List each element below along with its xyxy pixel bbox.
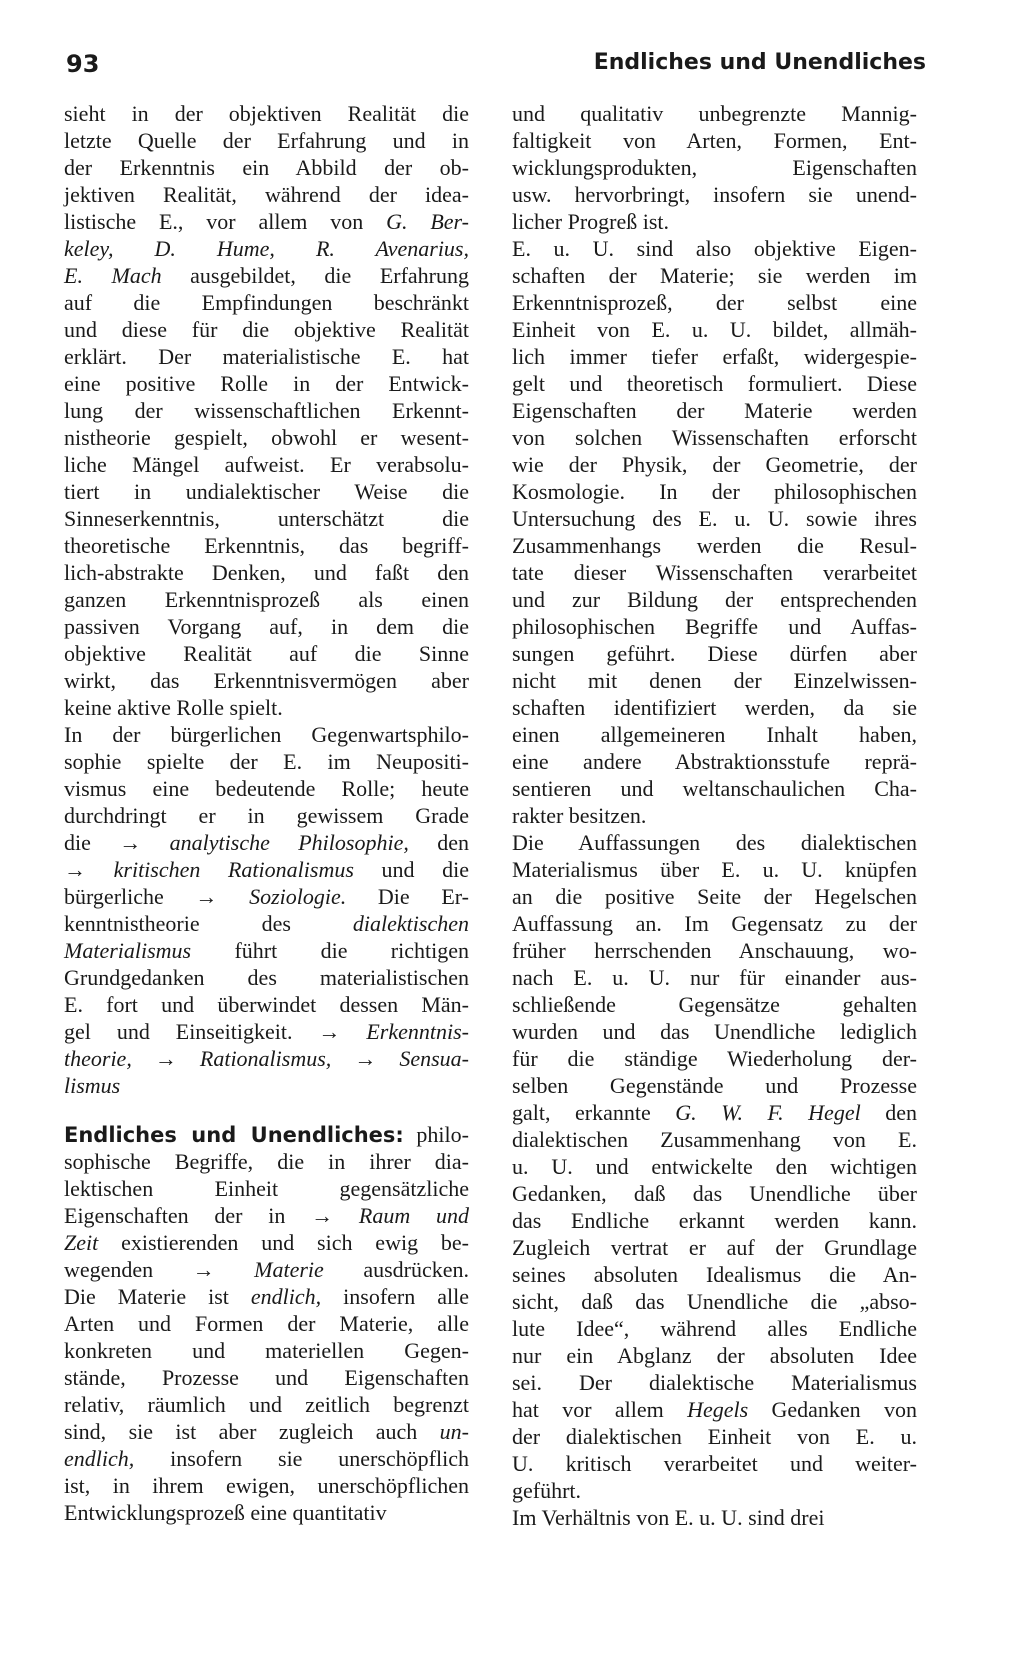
text-run: und qualitativ unbegrenzte Mannig- [512,101,917,126]
text-run: insofern alle [321,1284,469,1309]
entry-heading: Endliches und Unendliches: [64,1123,404,1147]
text-run: sicht, daß das Unendliche die „abso- [512,1289,917,1314]
text-line [512,1180,917,1207]
text-line [512,991,917,1018]
text-run: schaften identifiziert werden, da sie [512,695,917,720]
text-line [512,1126,917,1153]
text-run: sophie spielte der E. im Neupositi- [64,749,469,774]
text-run: tiert in undialektischer Weise die [64,479,469,504]
text-line [64,748,469,775]
text-run: dialektischen Zusammenhang von E. [512,1127,917,1152]
text-line [64,964,469,991]
text-line [64,154,469,181]
text-line [64,1045,469,1072]
text-line [64,532,469,559]
text-line [64,1072,469,1099]
text-line [64,208,469,235]
text-run: lung der wissenschaftlichen Erkennt- [64,398,469,423]
italic-reference: endlich, [64,1446,135,1471]
text-run: gelt und theoretisch formuliert. Diese [512,371,917,396]
paragraph [64,100,469,721]
text-run: von solchen Wissenschaften erforscht [512,425,917,450]
text-run: rakter besitzen. [512,803,647,828]
text-line [64,910,469,937]
text-run: Arten und Formen der Materie, alle [64,1311,469,1336]
text-run: erklärt. Der materialistische E. hat [64,344,469,369]
text-line [64,100,469,127]
text-line [512,316,917,343]
text-run: jektiven Realität, während der idea- [64,182,469,207]
text-run: Grundgedanken des materialistischen [64,965,469,990]
text-line [64,181,469,208]
text-line [512,721,917,748]
text-run: Untersuchung des E. u. U. sowie ihres [512,506,917,531]
text-line [512,1018,917,1045]
text-run: sieht in der objektiven Realität die [64,101,469,126]
text-line [512,424,917,451]
text-run: sei. Der dialektische Materialismus [512,1370,917,1395]
text-line [64,1418,469,1445]
text-line [64,316,469,343]
text-run: der Erkenntnis ein Abbild der ob- [64,155,469,180]
text-line [64,262,469,289]
italic-reference: keley, D. Hume, R. Avenarius, [64,236,469,261]
text-run: Auffassung an. Im Gegensatz zu der [512,911,917,936]
italic-reference: lismus [64,1073,121,1098]
text-line [64,1283,469,1310]
text-run: schließende Gegensätze gehalten [512,992,917,1017]
italic-reference: Erkenntnis- [366,1019,469,1044]
text-run: kenntnistheorie des [64,911,353,936]
text-run: führt die richtigen [191,938,469,963]
text-run: nach E. u. U. nur für einander aus- [512,965,917,990]
running-head: Endliches und Unendliches [593,50,926,75]
text-line [64,1364,469,1391]
text-run: Eigenschaften der in → [64,1203,359,1228]
italic-reference: Sensua- [399,1046,470,1071]
text-line [512,883,917,910]
text-run: gel und Einseitigkeit. → [64,1019,367,1044]
text-line [512,451,917,478]
text-line [512,667,917,694]
text-run: Sinneserkenntnis, unterschätzt die [64,506,469,531]
text-run: lich immer tiefer erfaßt, widergespie- [512,344,917,369]
text-run: existierenden und sich ewig be- [98,1230,469,1255]
text-line [512,505,917,532]
text-line [512,802,917,829]
text-run: Eigenschaften der Materie werden [512,398,917,423]
text-line [512,1099,917,1126]
text-run: galt, erkannte [512,1100,676,1125]
text-run: ganzen Erkenntnisprozeß als einen [64,587,469,612]
text-line [64,127,469,154]
text-run: an die positive Seite der Hegelschen [512,884,917,909]
text-line [512,181,917,208]
text-run: passiven Vorgang auf, in dem die [64,614,469,639]
text-line [512,910,917,937]
text-run: ausdrücken. [323,1257,469,1282]
text-run: seines absoluten Idealismus die An- [512,1262,917,1287]
italic-reference: theorie, [64,1046,132,1071]
text-run: Kosmologie. In der philosophischen [512,479,917,504]
entry-separator [64,1099,469,1121]
italic-reference: Materialismus [64,938,192,963]
italic-reference: Materie [254,1257,324,1282]
text-line [512,100,917,127]
text-run: letzte Quelle der Erfahrung und in [64,128,469,153]
text-run: selben Gegenstände und Prozesse [512,1073,917,1098]
paragraph [512,100,917,235]
text-run: philo- [403,1122,469,1147]
text-line [512,1288,917,1315]
text-run: und die [353,857,469,882]
text-line [512,289,917,316]
text-line [64,991,469,1018]
text-run: faltigkeit von Arten, Formen, Ent- [512,128,917,153]
text-line [64,883,469,910]
italic-reference: endlich, [250,1284,322,1309]
text-line [64,235,469,262]
text-run: geführt. [512,1478,582,1503]
text-run: sind, sie ist aber zugleich auch [64,1419,440,1444]
text-line [64,667,469,694]
text-line [64,1229,469,1256]
text-run: objektive Realität auf die Sinne [64,641,469,666]
italic-reference: un- [439,1419,469,1444]
text-run: wicklungsprodukten, Eigenschaften [512,155,917,180]
text-line [512,1423,917,1450]
text-line [512,1450,917,1477]
italic-reference: Rationalismus, [199,1046,332,1071]
text-run: tate dieser Wissenschaften verarbeitet [512,560,917,585]
text-line [512,1045,917,1072]
text-run: früher herrschenden Anschauung, wo- [512,938,917,963]
paragraph [64,721,469,1099]
text-run: relativ, räumlich und zeitlich begrenzt [64,1392,469,1417]
text-run: ist, in ihrem ewigen, unerschöpflichen [64,1473,469,1498]
italic-reference: E. Mach [64,263,162,288]
text-line [64,289,469,316]
text-run: wegenden → [64,1257,255,1282]
text-line [64,1202,469,1229]
text-run: konkreten und materiellen Gegen- [64,1338,469,1363]
text-line [512,640,917,667]
text-line [64,397,469,424]
text-run: Im Verhältnis von E. u. U. sind drei [512,1505,825,1530]
text-run: schaften der Materie; sie werden im [512,263,917,288]
text-line [512,694,917,721]
text-run: eine positive Rolle in der Entwick- [64,371,469,396]
text-line [512,262,917,289]
text-line [512,1477,917,1504]
text-line [64,343,469,370]
text-line [512,1396,917,1423]
paragraph [512,235,917,829]
text-line [512,586,917,613]
italic-reference: kritischen Rationalismus [113,857,354,882]
text-line [512,1315,917,1342]
text-run: Materialismus über E. u. U. knüpfen [512,857,917,882]
text-line [64,829,469,856]
text-line [64,586,469,613]
paragraph [512,1504,917,1531]
text-line [64,505,469,532]
text-line [64,721,469,748]
text-run: Die Auffassungen des dialektischen [512,830,917,855]
text-line [64,1175,469,1202]
left-column [64,100,469,1526]
text-run: der dialektischen Einheit von E. u. [512,1424,917,1449]
entry-endliches-und-unendliches [64,1121,469,1526]
text-line [512,1261,917,1288]
text-run: u. U. und entwickelte den wichtigen [512,1154,917,1179]
text-run: U. kritisch verarbeitet und weiter- [512,1451,917,1476]
text-line [512,1153,917,1180]
text-line [512,235,917,262]
text-run: → [131,1046,200,1071]
text-line [512,397,917,424]
text-run: hat vor allem [512,1397,688,1422]
text-run: die → [64,830,170,855]
text-run: lich-abstrakte Denken, und faßt den [64,560,469,585]
text-line [64,1337,469,1364]
text-run: nicht mit denen der Einzelwissen- [512,668,917,693]
text-run: lute Idee“, während alles Endliche [512,1316,917,1341]
text-run: wirkt, das Erkenntnisvermögen aber [64,668,469,693]
text-line [64,1445,469,1472]
text-line [512,1207,917,1234]
text-line [64,1499,469,1526]
text-run: licher Progreß ist. [512,209,670,234]
text-run: den [408,830,469,855]
text-run: Erkenntnisprozeß, der selbst eine [512,290,917,315]
text-run: theoretische Erkenntnis, das begriff- [64,533,469,558]
text-line [512,1369,917,1396]
text-run: vismus eine bedeutende Rolle; heute [64,776,469,801]
text-line [64,640,469,667]
text-line [512,937,917,964]
text-line [512,343,917,370]
text-line [64,370,469,397]
text-run: bürgerliche → [64,884,250,909]
text-line [512,1234,917,1261]
text-line [512,154,917,181]
text-run: listische E., vor allem von [64,209,387,234]
text-run: Einheit von E. u. U. bildet, allmäh- [512,317,917,342]
text-line [64,1310,469,1337]
text-run: das Endliche erkannt werden kann. [512,1208,917,1233]
text-run: philosophischen Begriffe und Auffas- [512,614,917,639]
text-line [512,856,917,883]
text-line [512,829,917,856]
text-run: keine aktive Rolle spielt. [64,695,283,720]
text-line [64,856,469,883]
text-line [512,532,917,559]
text-line [512,478,917,505]
text-run: durchdringt er in gewissem Grade [64,803,469,828]
text-line [64,424,469,451]
text-line [64,937,469,964]
italic-reference: Raum und [358,1203,470,1228]
text-run: auf die Empfindungen beschränkt [64,290,469,315]
right-column [512,100,917,1531]
text-run: lektischen Einheit gegensätzliche [64,1176,469,1201]
text-line [512,613,917,640]
text-line [64,1391,469,1418]
text-run: für die ständige Wiederholung der- [512,1046,917,1071]
text-run: den [860,1100,917,1125]
text-line [64,1256,469,1283]
text-run: nistheorie gespielt, obwohl er wesent- [64,425,469,450]
text-line [64,775,469,802]
italic-reference: analytische Philosophie, [169,830,409,855]
text-line [64,1018,469,1045]
text-line [64,802,469,829]
text-run: Entwicklungsprozeß eine quantitativ [64,1500,387,1525]
text-run: insofern sie unerschöpflich [134,1446,469,1471]
text-run: Zugleich vertrat er auf der Grundlage [512,1235,917,1260]
text-run: stände, Prozesse und Eigenschaften [64,1365,469,1390]
page-number: 93 [66,50,100,78]
text-line [512,1072,917,1099]
text-run: Die Materie ist [64,1284,251,1309]
text-run: ausgebildet, die Erfahrung [161,263,469,288]
text-run: In der bürgerlichen Gegenwartsphilo- [64,722,469,747]
text-line [512,127,917,154]
text-line [64,694,469,721]
text-run: eine andere Abstraktionsstufe reprä- [512,749,917,774]
text-line [64,1121,469,1148]
italic-reference: Hegels [687,1397,749,1422]
text-line [512,1504,917,1531]
italic-reference: Soziologie. [249,884,347,909]
text-run: usw. hervorbringt, insofern sie unend- [512,182,917,207]
text-line [64,1148,469,1175]
text-run: sungen geführt. Diese dürfen aber [512,641,917,666]
text-run: einen allgemeineren Inhalt haben, [512,722,917,747]
text-run: liche Mängel aufweist. Er verabsolu- [64,452,469,477]
text-run: sophische Begriffe, die in ihrer dia- [64,1149,469,1174]
text-line [512,559,917,586]
text-run: Zusammenhangs werden die Resul- [512,533,917,558]
italic-reference: G. Ber- [386,209,470,234]
text-line [512,208,917,235]
text-run: E. u. U. sind also objektive Eigen- [512,236,917,261]
text-run: sentieren und weltanschaulichen Cha- [512,776,917,801]
text-line [512,1342,917,1369]
text-run: → [64,857,114,882]
text-run: nur ein Abglanz der absoluten Idee [512,1343,917,1368]
text-line [64,451,469,478]
text-run: und zur Bildung der entsprechenden [512,587,917,612]
text-run: Die Er- [346,884,469,909]
italic-reference: Zeit [64,1230,99,1255]
text-line [512,964,917,991]
text-line [512,748,917,775]
text-run: E. fort und überwindet dessen Män- [64,992,469,1017]
paragraph [512,829,917,1504]
italic-reference: dialektischen [352,911,469,936]
text-line [64,559,469,586]
text-run: Gedanken von [748,1397,917,1422]
text-line [512,370,917,397]
text-line [512,775,917,802]
text-line [64,613,469,640]
text-run: wie der Physik, der Geometrie, der [512,452,917,477]
text-run: Gedanken, daß das Unendliche über [512,1181,917,1206]
text-run: → [331,1046,400,1071]
text-run: wurden und das Unendliche lediglich [512,1019,917,1044]
text-run: und diese für die objektive Realität [64,317,469,342]
italic-reference: G. W. F. Hegel [675,1100,861,1125]
text-line [64,478,469,505]
text-line [64,1472,469,1499]
